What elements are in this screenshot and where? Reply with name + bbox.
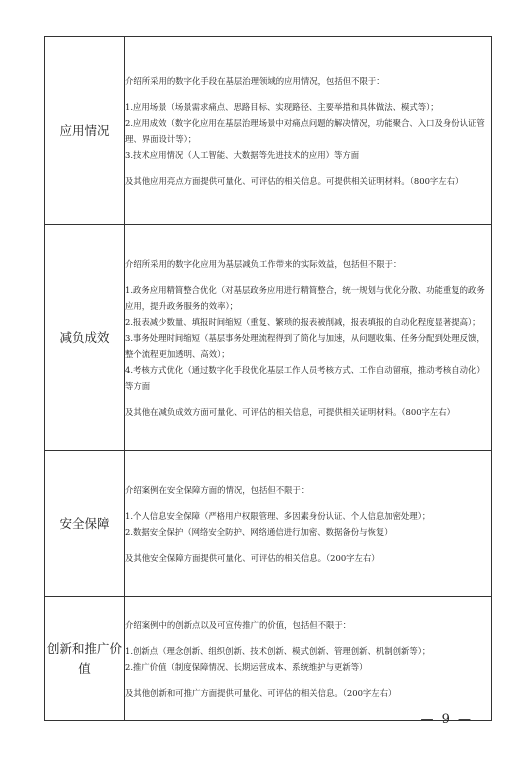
closing-text: 及其他应用亮点方面提供可量化、可评估的相关信息。可提供相关证明材料。（800字左右） bbox=[125, 175, 464, 186]
form-table bbox=[44, 36, 492, 721]
closing-text: 及其他在减负成效方面可量化、可评估的相关信息，可提供相关证明材料。（800字左右） bbox=[125, 406, 456, 417]
list-item: 2.应用成效（数字化应用在基层治理场景中对痛点问题的解决情况，功能聚合、入口及身份认证管理、界面设计等）； bbox=[125, 117, 485, 144]
intro-text: 介绍案例中的创新点以及可宣传推广的价值，包括但不限于： bbox=[125, 619, 352, 630]
intro-text: 介绍案例在安全保障方面的情况，包括但不限于： bbox=[125, 484, 310, 495]
closing-text: 及其他创新和可推广方面提供可量化、可评估的相关信息。（200字左右） bbox=[125, 687, 397, 698]
row-burden-reduction bbox=[45, 225, 492, 451]
row-security bbox=[45, 451, 492, 597]
row-label-burden-reduction: 减负成效 bbox=[45, 225, 125, 451]
row-content-innovation bbox=[125, 597, 492, 721]
list-item: 1.政务应用精简整合优化（对基层政务应用进行精简整合，统一规划与优化分散、功能重复的政务应用，提升政务服务的效率）； bbox=[125, 284, 485, 311]
row-label-innovation: 创新和推广价值 bbox=[45, 597, 125, 721]
list-item: 4.考核方式优化（通过数字化手段优化基层工作人员考核方式、工作自动留痕，推动考核自动化）等方面 bbox=[125, 364, 485, 391]
list-item: 1.个人信息安全保障（严格用户权限管理、多因素身份认证、个人信息加密处理）； bbox=[125, 510, 431, 521]
closing-text: 及其他安全保障方面提供可量化、可评估的相关信息。（200字左右） bbox=[125, 552, 380, 563]
list-item: 3.技术应用情况（人工智能、大数据等先进技术的应用）等方面 bbox=[125, 149, 360, 160]
list-item: 1.创新点（理念创新、组织创新、技术创新、模式创新、管理创新、机制创新等）； bbox=[125, 645, 431, 656]
row-content-security bbox=[125, 451, 492, 597]
row-content-burden-reduction bbox=[125, 225, 492, 451]
intro-text: 介绍所采用的数字化应用为基层减负工作带来的实际效益，包括但不限于： bbox=[125, 258, 402, 269]
list-item: 1.应用场景（场景需求痛点、思路目标、实现路径、主要举措和具体做法、模式等）； bbox=[125, 101, 439, 112]
list-item: 2.报表减少数量、填报时间缩短（重复、繁琐的报表被削减，报表填报的自动化程度显著提高）； bbox=[125, 316, 481, 327]
row-innovation bbox=[45, 597, 492, 721]
row-content-application bbox=[125, 37, 492, 225]
list-item: 2.数据安全保护（网络安全防护、网络通信进行加密、数据备份与恢复） bbox=[125, 526, 393, 537]
list-item: 2.推广价值（制度保障情况、长期运营成本、系统维护与更新等） bbox=[125, 661, 368, 672]
row-application bbox=[45, 37, 492, 225]
list-item: 3.事务处理时间缩短（基层事务处理流程得到了简化与加速，从问题收集、任务分配到处理反馈，整个流程更加透明、高效）； bbox=[125, 332, 485, 359]
row-label-application: 应用情况 bbox=[45, 37, 125, 225]
page-number: — 9 — bbox=[420, 712, 473, 727]
row-label-security: 安全保障 bbox=[45, 451, 125, 597]
intro-text: 介绍所采用的数字化手段在基层治理领域的应用情况，包括但不限于： bbox=[125, 75, 385, 86]
